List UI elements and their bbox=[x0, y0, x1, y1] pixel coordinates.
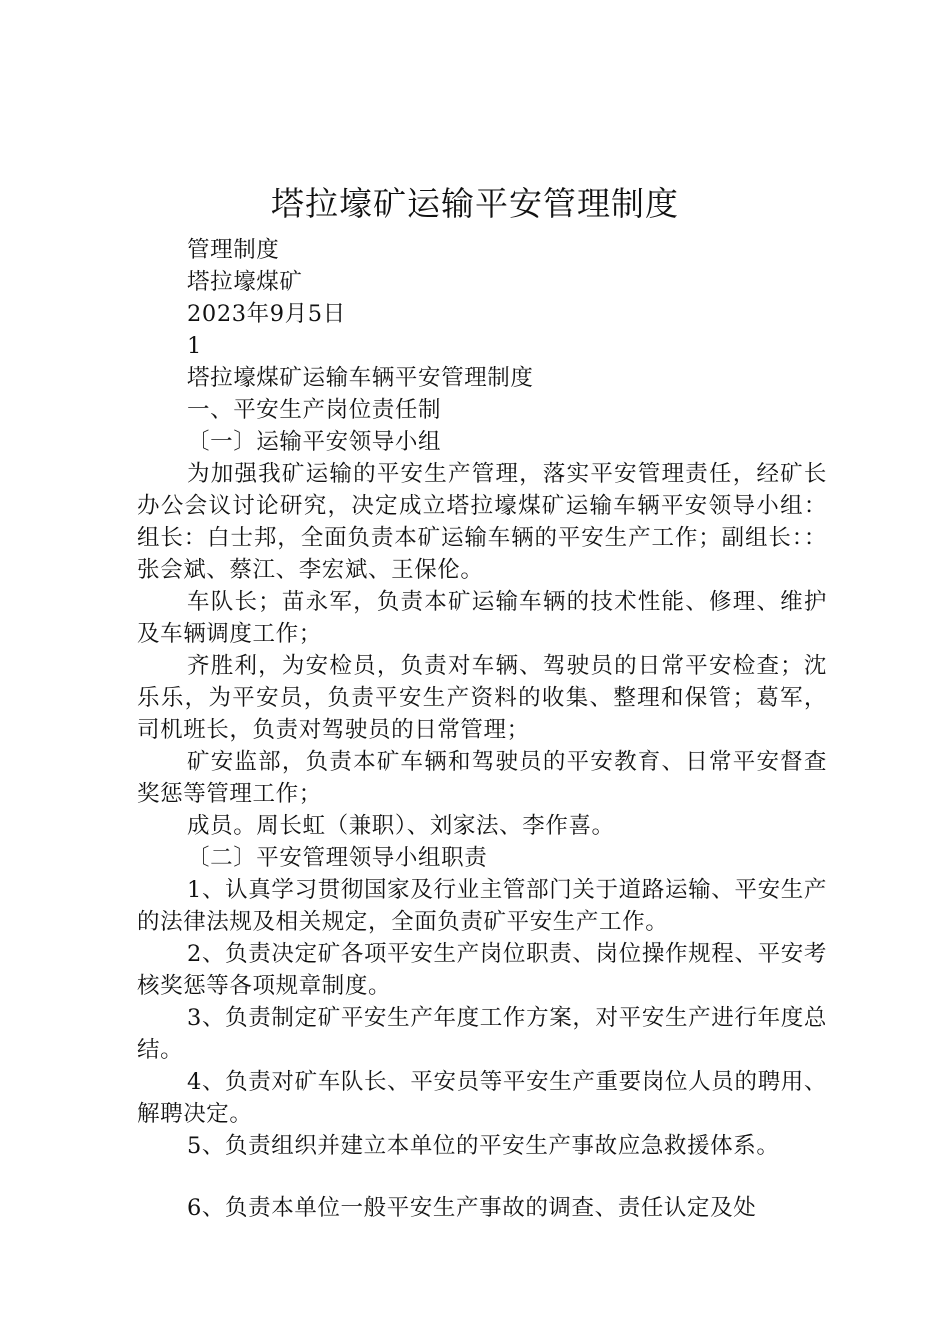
section-heading: 一、平安生产岗位责任制 bbox=[187, 397, 442, 423]
subsection-heading: 〔一〕运输平安领导小组 bbox=[187, 429, 442, 455]
list-item: 4、负责对矿车队长、平安员等平安生产重要岗位人员的聘用、解聘决定。 bbox=[137, 1069, 827, 1127]
document-body bbox=[137, 234, 827, 1224]
list-item: 5、负责组织并建立本单位的平安生产事故应急救援体系。 bbox=[187, 1133, 780, 1159]
doc-type-line: 管理制度 bbox=[187, 237, 280, 263]
list-item: 2、负责决定矿各项平安生产岗位职责、岗位操作规程、平安考核奖惩等各项规章制度。 bbox=[137, 941, 827, 999]
paragraph: 成员。周长虹（兼职）、刘家法、李作喜。 bbox=[187, 813, 615, 839]
list-item: 1、认真学习贯彻国家及行业主管部门关于道路运输、平安生产的法律法规及相关规定，全面负责矿平安生产工作。 bbox=[137, 877, 827, 935]
paragraph: 为加强我矿运输的平安生产管理，落实平安管理责任，经矿长办公会议讨论研究，决定成立塔拉壕煤矿运输车辆平安领导小组：组长：白士邦，全面负责本矿运输车辆的平安生产工作；副组长：：张会斌、蔡江、李宏斌、王保伦。 bbox=[137, 461, 827, 583]
paragraph: 矿安监部，负责本矿车辆和驾驶员的平安教育、日常平安督查奖惩等管理工作； bbox=[137, 749, 827, 807]
document-title: 塔拉壕矿运输平安管理制度 bbox=[271, 184, 679, 223]
paragraph: 车队长；苗永军，负责本矿运输车辆的技术性能、修理、维护及车辆调度工作； bbox=[137, 589, 827, 647]
organization-line: 塔拉壕煤矿 bbox=[187, 269, 303, 295]
paragraph: 齐胜利，为安检员，负责对车辆、驾驶员的日常平安检查；沈乐乐，为平安员，负责平安生产资料的收集、整理和保管；葛军，司机班长，负责对驾驶员的日常管理； bbox=[137, 653, 827, 743]
subsection-heading: 〔二〕平安管理领导小组职责 bbox=[187, 845, 488, 871]
date-line: 2023年9月5日 bbox=[187, 301, 346, 327]
list-item: 3、负责制定矿平安生产年度工作方案，对平安生产进行年度总结。 bbox=[137, 1005, 827, 1063]
subtitle-line: 塔拉壕煤矿运输车辆平安管理制度 bbox=[187, 365, 534, 391]
page-number-line: 1 bbox=[187, 333, 202, 359]
list-item: 6、负责本单位一般平安生产事故的调查、责任认定及处 bbox=[187, 1195, 757, 1221]
